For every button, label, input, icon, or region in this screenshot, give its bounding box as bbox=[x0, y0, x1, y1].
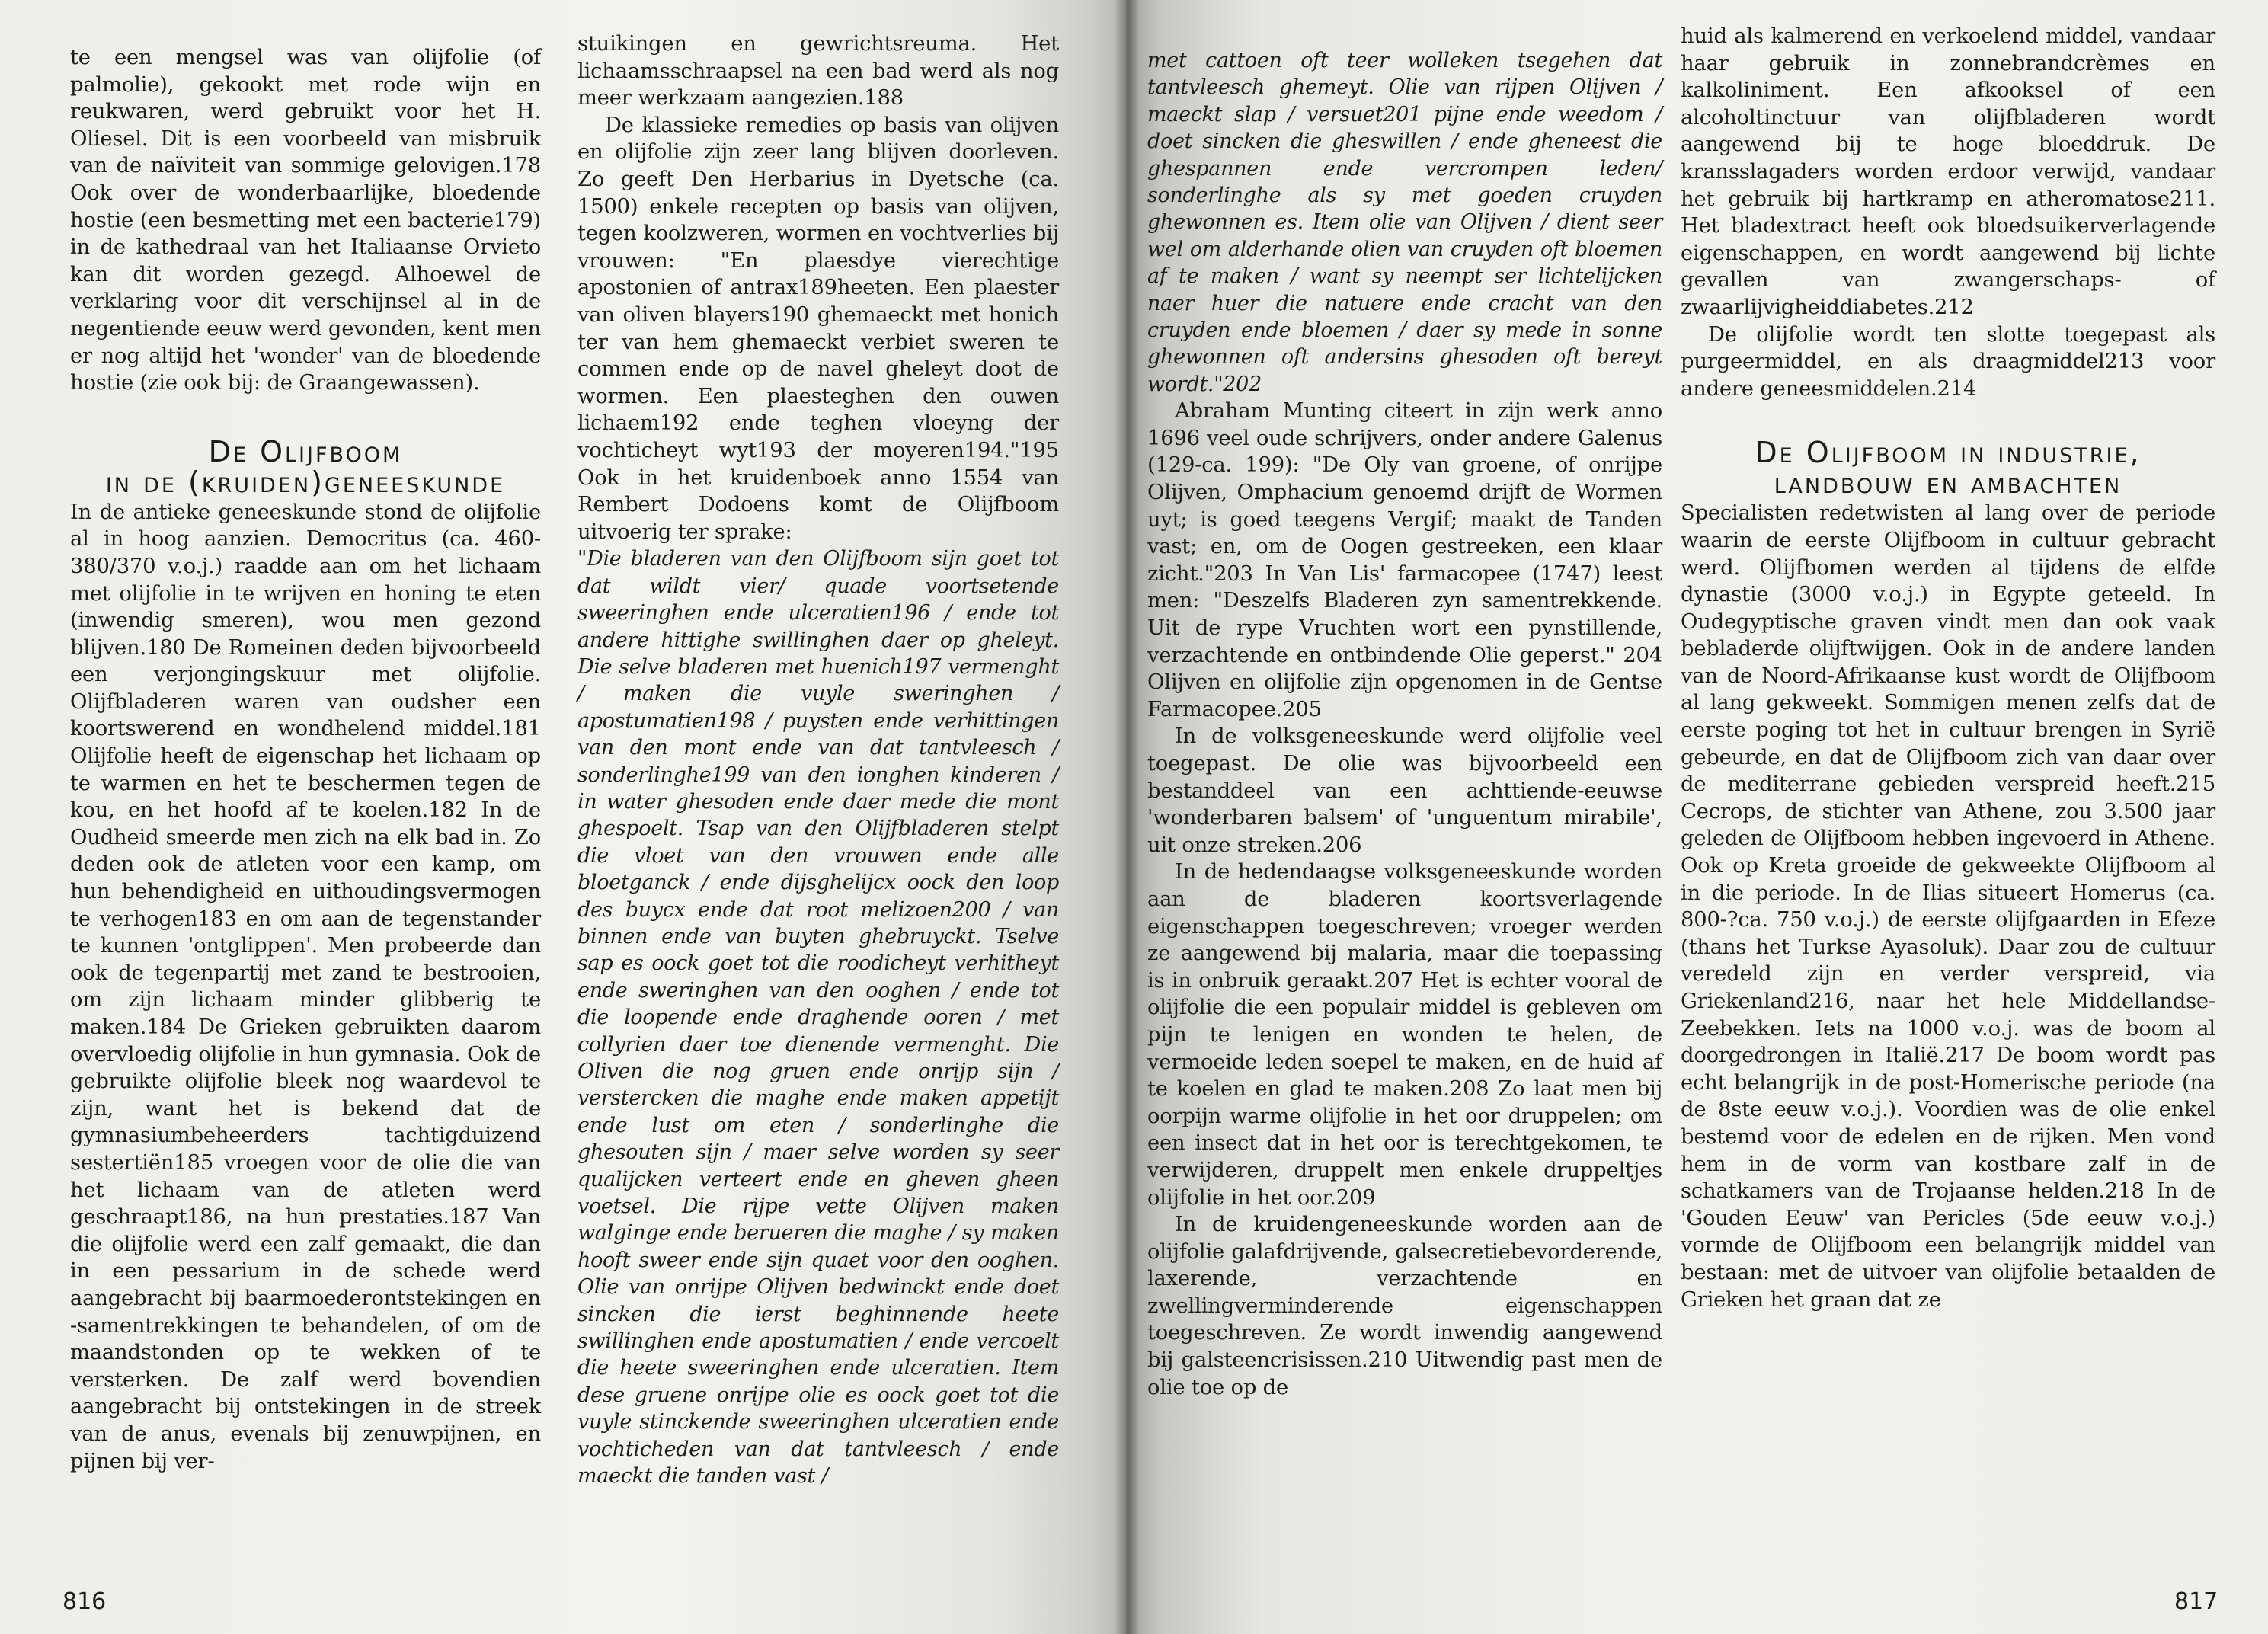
paragraph-klassieke-remedies: De klassieke remedies op basis van olijven en olijfolie zijn zeer lang blijven doorleven. Zo geeft Den Herbarius in Dyetsche (ca. 1500) enkele recepten op basis van olijven, tegen koolzweren, wormen en vochtverlies bij vrouwen: "En plaesdye vierechtige apostonien of antrax189heeten. Een plaester van oliven blayers190 ghemaeckt met honich ter van hem ghemaeckt verbiet sweren te commen ende op de navel gheleyt doot de wormen. Een plaesteghen den ouwen lichaem192 ende teghen vloeyng der vochticheyt wyt193 der moyeren194."195 Ook in het kruidenboek anno 1554 van Rembert Dodoens komt de Olijfboom uitvoerig ter sprake: bbox=[577, 113, 1059, 544]
section-heading-kruidengeneeskunde bbox=[70, 436, 541, 497]
section-heading-line2: landbouw en ambachten bbox=[1774, 466, 2122, 500]
paragraph-munting: Abraham Munting citeert in zijn werk anno 1696 veel oude schrijvers, onder andere Galenus (129-ca. 199): "De Oly van groene, of onrijpe Olijven, Omphacium genoemd drijft de Wormen uyt; is goed teegens Vergif; maakt de Tanden vast; en, om de Oogen gestreeken, een klaar zicht."203 In Van Lis' farmacopee (1747) leest men: "Deszelfs Bladeren zyn samentrekkende. Uit de rype Vruchten wort een pynstillende, verzachtende en ontbindende Olie geperst." 204 Olijven en olijfolie zijn opgenomen in de Gentse Farmacopee.205 bbox=[1147, 399, 1662, 721]
right-page bbox=[1126, 0, 2268, 1634]
left-page bbox=[0, 0, 1126, 1634]
quote-dodoens: "Die bladeren van den Olijfboom sijn goet tot dat wildt vier/ quade voortsetende sweeringhen ende ulceratien196 / ende tot andere hittighe swillinghen daer op gheleyt. Die selve bladeren met huenich197 vermenght / maken die vuyle sweringhen / apostumatien198 / puysten ende verhittingen van den mont ende van dat tantvleesch / sonderlinghe199 van den ionghen kinderen / in water ghesoden ende daer mede die mont ghespoelt. Tsap van den Olijfbladeren stelpt die vloet van den vrouwen ende alle bloetganck / ende dijsghelijcx oock den loop des buycx ende dat root melizoen200 / van binnen ende van buyten ghebruyckt. Tselve sap es oock goet tot die roodicheyt verhitheyt ende sweringhen van den ooghen / ende tot die loopende ende draghende ooren / met collyrien daer toe dienende vermenght. Die Oliven die nog gruen ende onrijp sijn / verstercken die maghe ende maken appetijt ende lust om eten / sonderlinghe die ghesouten sijn / maer selve worden sy seer qualijcken verteert ende en gheven gheen voetsel. Die rijpe vette Olijven maken walginge ende berueren die maghe / sy maken hooft sweer ende sijn quaet voor den ooghen. Olie van onrijpe Olijven bedwinckt ende doet sincken die ierst beghinnende heete swillinghen ende apostumatien / ende vercoelt die heete sweeringhen ende ulceratien. Item dese gruene onrijpe olie es oock goet tot die vuyle stinckende sweeringhen ulceratien ende vochticheden van dat tantvleesch / ende maeckt die tanden vast / bbox=[577, 547, 1059, 1489]
book-gutter bbox=[1114, 0, 1140, 1634]
section-heading-line2: in de (kruiden)geneeskunde bbox=[105, 465, 506, 499]
right-column-2 bbox=[1681, 23, 2215, 1313]
paragraph-antieke-geneeskunde: In de antieke geneeskunde stond de olijfolie al in hoog aanzien. Democritus (ca. 460-380/370 v.o.j.) raadde aan om het lichaam met olijfolie in te wrijven en honing te eten (inwendig smeren), wou men gezond blijven.180 De Romeinen deden bijvoorbeeld een verjongingskuur met olijfolie. Olijfbladeren waren van oudsher een koortswerend en wondhelend middel.181 Olijfolie heeft de eigenschap het lichaam op te warmen en het te beschermen tegen de kou, en het hoofd af te koelen.182 In de Oudheid smeerde men zich na elk bad in. Zo deden ook de atleten voor een kamp, om hun behendigheid en uithoudingsvermogen te verhogen183 en om aan de tegenstander te kunnen 'ontglippen'. Men probeerde dan ook de tegenpartij met zand te bestrooien, om zijn lichaam minder glibberig te maken.184 De Grieken gebruikten daarom overvloedig olijfolie in hun gymnasia. Ook de gebruikte olijfolie bleek nog waardevol te zijn, want het is bekend dat de gymnasiumbeheerders tachtigduizend sestertiën185 vroegen voor de olie die van het lichaam van de atleten werd geschraapt186, na hun prestaties.187 Van die olijfolie werd een zalf gemaakt, die dan in een pessarium in de schede werd aangebracht bij baarmoederontstekingen en -samentrekkingen te behandelen, of om de maandstonden op te wekken of te versterken. De zalf werd bovendien aangebracht bij ontstekingen in de streek van de anus, evenals bij zenuwpijnen, en pijnen bij ver- bbox=[70, 500, 541, 1473]
left-column-2 bbox=[577, 30, 1059, 1490]
quote-dodoens-end: met cattoen oft teer wolleken tsegehen dat tantvleesch ghemeyt. Olie van rijpen Olijven / maeckt slap / versuet201 pijne ende weedom / doet sincken die gheswillen / ende gheneest die ghespannen ende vercrompen leden/ sonderlinghe als sy met goeden cruyden ghewonnen es. Item olie van Olijven / dient seer wel om alderhande olien van cruyden oft bloemen af te maken / want sy neempt ser lichtelijcken naer huer die natuere ende cracht van den cruyden ende bloemen / daer sy mede in sonne ghewonnen oft andersins ghesoden oft bereyt wordt."202 bbox=[1147, 49, 1662, 396]
paragraph-volksgeneeskunde: In de volksgeneeskunde werd olijfolie veel toegepast. De olie was bijvoorbeeld een bestanddeel van een achttiende-eeuwse 'wonderbaren balsem' of 'unguentum mirabile', uit onze streken.206 bbox=[1147, 724, 1662, 857]
paragraph-specialisten: Specialisten redetwisten al lang over de periode waarin de eerste Olijfboom in cultuur gebracht werd. Olijfbomen werden al tijdens de elfde dynastie (3000 v.o.j.) in Egypte geteeld. In Oudegyptische graven vindt men dan ook vaak bebladerde olijftwijgen. Ook in de andere landen van de Noord-Afrikaanse kust wordt de Olijfboom al lang gekweekt. Sommigen menen zelfs dat de eerste poging tot het in cultuur brengen in Syrië gebeurde, en dat de Olijfboom zich van daar over de mediterrane gebieden verspreid heeft.215 Cecrops, de stichter van Athene, zou 3.500 jaar geleden de Olijfboom hebben ingevoerd in Athene. Ook op Kreta groeide de gekweekte Olijfboom al in die periode. In de Ilias situeert Homerus (ca. 800-?ca. 750 v.o.j.) de eerste olijfgaarden in Efeze (thans het Turkse Ayasoluk). Daar zou de cultuur veredeld zijn en verder verspreid, via Griekenland216, naar het hele Middellandse-Zeebekken. Iets na 1000 v.o.j. was de boom al doorgedrongen in Italië.217 De boom wordt pas echt belangrijk in de post-Homerische periode (na de 8ste eeuw v.o.j.). Voordien was de olie enkel bestemd voor de edelen en de rijken. Men vond hem in de vorm van kostbare zalf in de schatkamers van de Trojaanse helden.218 In de 'Gouden Eeuw' van Pericles (5de eeuw v.o.j.) vormde de Olijfboom een belangrijk middel van bestaan: met de uitvoer van olijfolie betaalden de Grieken het graan dat ze bbox=[1681, 501, 2215, 1312]
page-number-left: 816 bbox=[62, 1588, 107, 1615]
right-column-1 bbox=[1147, 47, 1662, 1401]
paragraph-hedendaagse: In de hedendaagse volksgeneeskunde worden aan de bladeren koortsverlagende eigenschappen toegeschreven; vroeger werden ze aangewend bij malaria, maar die toepassing is in onbruik geraakt.207 Het is echter vooral de olijfolie die een populair middel is gebleven om pijn te lenigen en wonden te helen, de vermoeide leden soepel te maken, en de huid af te koelen en glad te maken.208 Zo laat men bij oorpijn warme olijfolie in het oor druppelen; om een insect dat in het oor is terechtgekomen, te verwijderen, druppelt men enkele druppeltjes olijfolie in het oor.209 bbox=[1147, 860, 1662, 1210]
paragraph-kruidengeneeskunde: In de kruidengeneeskunde worden aan de olijfolie galafdrijvende, galsecretiebevorderende, laxerende, verzachtende en zwellingverminderende eigenschappen toegeschreven. Ze wordt inwendig aangewend bij galsteencrisissen.210 Uitwendig past men de olie toe op de bbox=[1147, 1213, 1662, 1399]
paragraph-continuation: stuikingen en gewrichtsreuma. Het lichaamsschraapsel na een bad werd als nog meer werkzaam aangezien.188 bbox=[577, 32, 1059, 110]
page-number-right: 817 bbox=[2174, 1588, 2218, 1615]
section-heading-line1: De Olijfboom bbox=[208, 434, 403, 468]
paragraph-huid: huid als kalmerend en verkoelend middel, vandaar haar gebruik in zonnebrandcrèmes en kalkoliniment. Een afkooksel of een alcoholtinctuur van olijfbladeren wordt aangewend bij te hoge bloeddruk. De kransslagaders worden erdoor verwijd, vandaar het gebruik bij hartkramp en atheromatose211. Het bladextract heeft ook bloedsuikerverlagende eigenschappen, en wordt aangewend bij lichte gevallen van zwangerschaps- of zwaarlijvigheiddiabetes.212 bbox=[1681, 24, 2215, 319]
left-column-1 bbox=[70, 44, 541, 1475]
paragraph-intro: te een mengsel was van olijfolie (of palmolie), gekookt met rode wijn en reukwaren, werd gebruikt voor het H. Oliesel. Dit is een voorbeeld van misbruik van de naïviteit van sommige gelovigen.178 Ook over de wonderbaarlijke, bloedende hostie (een besmetting met een bacterie179) in de kathedraal van het Italiaanse Orvieto kan dit worden gezegd. Alhoewel de verklaring voor dit verschijnsel al in de negentiende eeuw werd gevonden, kent men er nog altijd het 'wonder' van de bloedende hostie (zie ook bij: de Graangewassen). bbox=[70, 46, 541, 395]
section-heading-industrie bbox=[1681, 437, 2215, 498]
paragraph-purgeermiddel: De olijfolie wordt ten slotte toegepast als purgeermiddel, en als draagmiddel213 voor andere geneesmiddelen.214 bbox=[1681, 322, 2215, 401]
section-heading-line1: De Olijfboom in industrie, bbox=[1755, 436, 2142, 470]
